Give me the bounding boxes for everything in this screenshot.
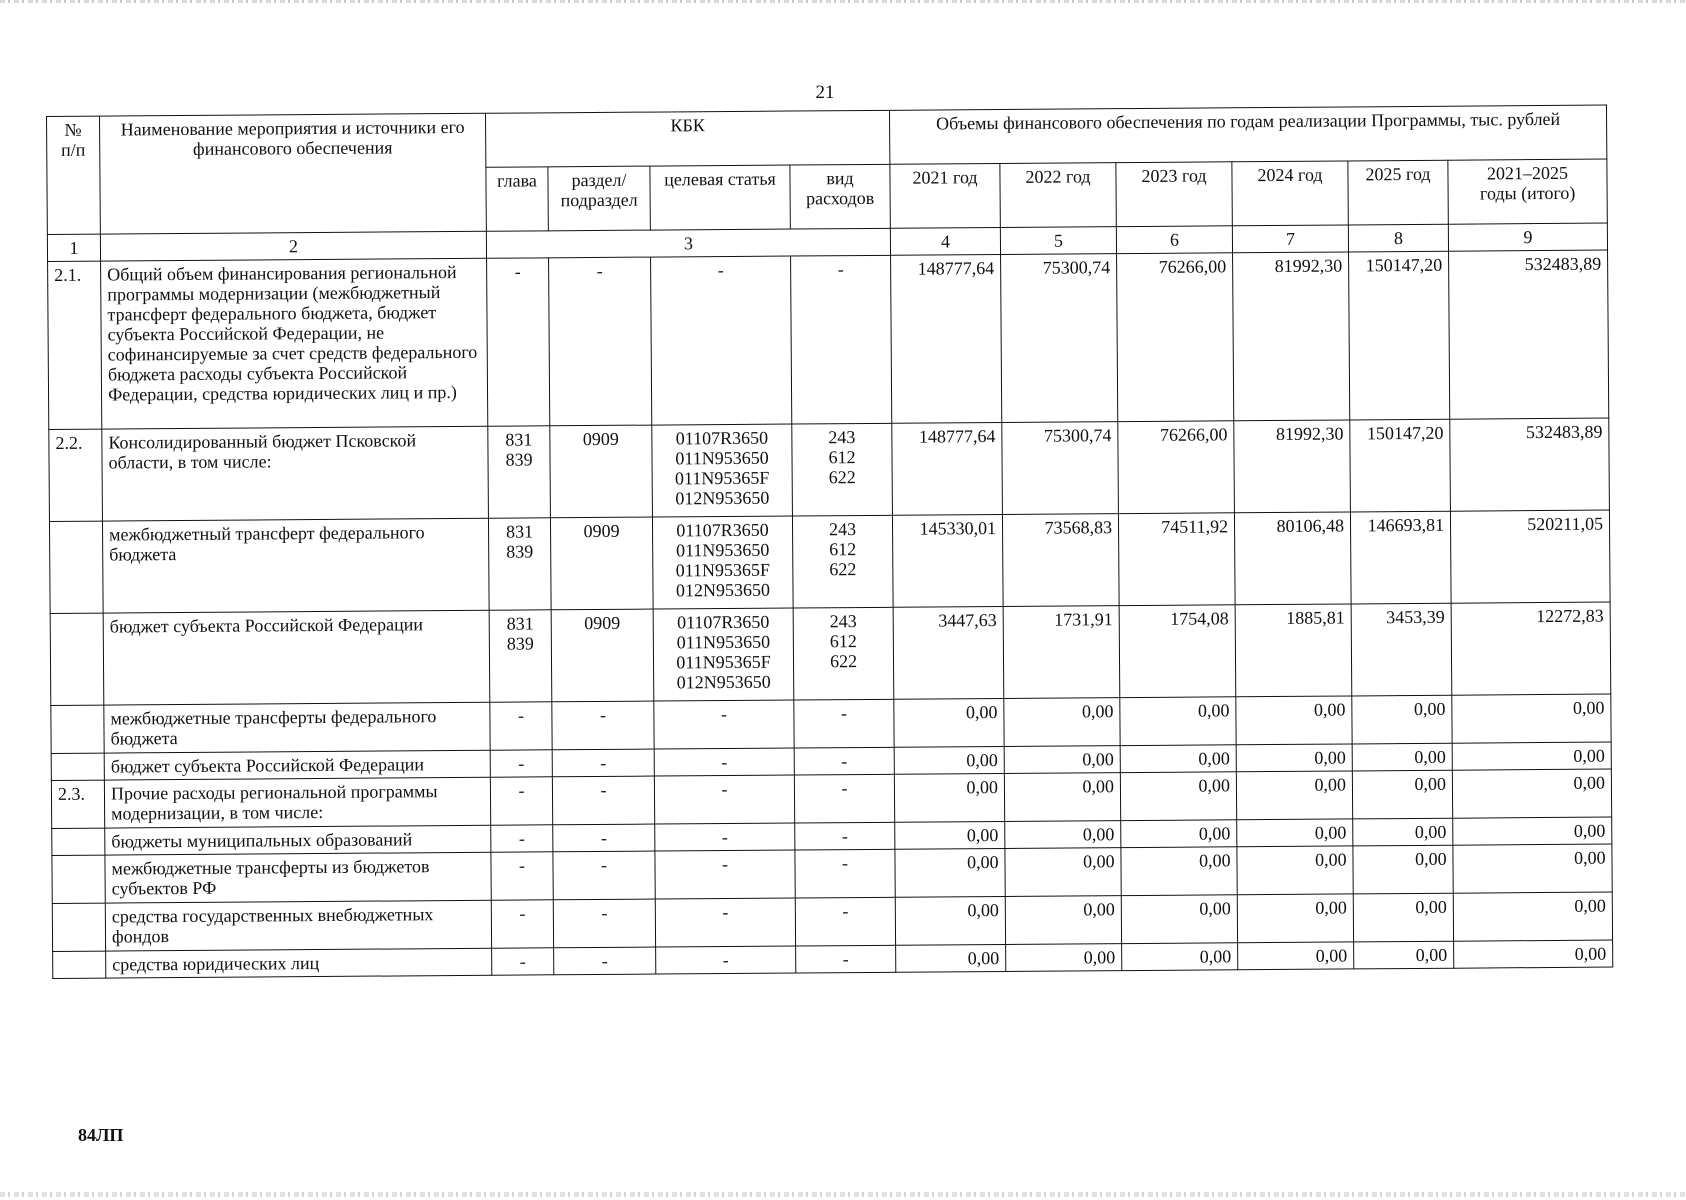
row-value-2021: 0,00: [895, 896, 1005, 945]
row-razdel: -: [552, 776, 654, 825]
row-value-2024: 0,00: [1238, 942, 1354, 970]
row-num: [51, 753, 104, 780]
row-value-2022: 0,00: [1005, 896, 1121, 945]
header-name: Наименование мероприятия и источники его финансового обеспечения: [100, 113, 487, 234]
row-value-2025: 0,00: [1353, 845, 1453, 894]
row-value-2022: 75300,74: [1001, 254, 1118, 423]
row-glava: -: [490, 702, 552, 750]
row-razdel: -: [552, 701, 654, 750]
row-razdel: 0909: [550, 517, 653, 610]
row-value-2022: 0,00: [1004, 698, 1120, 747]
table-row: [48, 250, 1609, 429]
row-value-2023: 0,00: [1120, 772, 1236, 821]
row-value-2024: 81992,30: [1233, 252, 1350, 421]
row-value-2023: 0,00: [1121, 820, 1237, 848]
row-value-2024: 0,00: [1236, 744, 1352, 772]
row-statya: -: [651, 256, 792, 425]
row-value-2024: 80106,48: [1234, 512, 1351, 605]
row-glava: -: [490, 777, 552, 825]
row-value-2021: 0,00: [896, 944, 1006, 972]
header-year-2022: 2022 год: [1000, 163, 1116, 228]
scan-edge-top: [0, 0, 1686, 3]
row-statya: -: [655, 850, 795, 899]
row-razdel: -: [553, 899, 655, 948]
row-name: бюджет субъекта Российской Федерации: [104, 750, 490, 780]
footer-code: 84ЛП: [78, 1125, 124, 1145]
row-value-2024: 0,00: [1237, 846, 1353, 895]
row-name: межбюджетные трансферты федерального бюджета: [104, 702, 490, 753]
row-value-2022: 73568,83: [1002, 514, 1119, 607]
row-name: средства юридических лиц: [106, 948, 492, 978]
header-year-2024: 2024 год: [1232, 161, 1348, 226]
row-value-2021: 145330,01: [892, 514, 1003, 607]
row-glava: -: [491, 852, 553, 900]
col-number: 4: [890, 228, 1000, 256]
row-vid: -: [795, 822, 895, 850]
row-statya: -: [655, 823, 795, 851]
header-kbk-vid: вид расходов: [790, 164, 891, 229]
row-value-2025: 0,00: [1353, 818, 1453, 846]
header-year-2025: 2025 год: [1348, 160, 1448, 225]
row-value-2023: 0,00: [1121, 895, 1237, 944]
header-kbk-razdel: раздел/ подраздел: [548, 166, 650, 231]
row-statya: -: [655, 898, 795, 947]
row-value-2023: 1754,08: [1119, 605, 1236, 698]
row-value-2021: 148777,64: [892, 423, 1003, 516]
header-year-total: 2021–2025 годы (итого): [1448, 159, 1607, 224]
row-statya: -: [654, 775, 794, 824]
row-value-total: 0,00: [1452, 694, 1611, 743]
row-value-2022: 75300,74: [1002, 422, 1119, 515]
row-value-2021: 0,00: [894, 773, 1004, 822]
row-razdel: 0909: [551, 609, 654, 702]
row-vid: -: [796, 945, 896, 973]
header-volumes: Объемы финансового обеспечения по годам реализации Программы, тыс. рублей: [890, 105, 1607, 164]
row-statya: -: [656, 946, 796, 974]
header-kbk: КБК: [485, 110, 889, 167]
row-value-2023: 76266,00: [1117, 253, 1234, 422]
row-num: [52, 903, 105, 951]
row-value-2025: 146693,81: [1350, 511, 1451, 604]
row-vid: 243 612 622: [792, 515, 893, 608]
col-number: 8: [1348, 224, 1448, 252]
row-num: [52, 855, 105, 903]
row-name: Консолидированный бюджет Псковской области, в том числе:: [102, 426, 489, 521]
row-vid: -: [791, 255, 892, 424]
row-value-2022: 0,00: [1005, 821, 1121, 849]
row-vid: -: [795, 897, 895, 946]
row-razdel: -: [554, 947, 656, 975]
row-value-2024: 0,00: [1237, 819, 1353, 847]
row-value-2023: 0,00: [1120, 745, 1236, 773]
row-razdel: -: [549, 257, 652, 426]
row-value-total: 0,00: [1453, 892, 1612, 941]
row-value-2023: 0,00: [1122, 943, 1238, 971]
row-value-total: 520211,05: [1450, 510, 1610, 603]
header-num: № п/п: [47, 116, 101, 234]
row-name: бюджеты муниципальных образований: [105, 825, 491, 855]
row-value-total: 0,00: [1453, 844, 1612, 893]
row-value-2025: 0,00: [1354, 941, 1454, 969]
table-row: [50, 602, 1611, 705]
row-num: 2.1.: [48, 261, 102, 429]
row-name: бюджет субъекта Российской Федерации: [103, 610, 490, 705]
row-value-2024: 0,00: [1236, 771, 1352, 820]
row-value-2025: 0,00: [1352, 695, 1452, 744]
col-number: 3: [486, 228, 890, 258]
row-value-2022: 0,00: [1004, 773, 1120, 822]
row-value-2022: 0,00: [1005, 848, 1121, 897]
row-value-2022: 0,00: [1004, 746, 1120, 774]
row-value-2023: 0,00: [1121, 847, 1237, 896]
row-value-2025: 3453,39: [1351, 603, 1452, 696]
row-value-2023: 0,00: [1120, 697, 1236, 746]
row-num: 2.2.: [49, 429, 103, 521]
row-statya: 01107R3650 011N953650 011N95365F 012N953650: [652, 516, 793, 609]
row-value-2024: 81992,30: [1234, 420, 1351, 513]
row-value-2022: 1731,91: [1003, 606, 1120, 699]
financing-table-wrapper: [46, 105, 1612, 979]
header-year-2021: 2021 год: [890, 164, 1000, 229]
col-number: 9: [1448, 223, 1607, 251]
row-value-total: 0,00: [1452, 769, 1611, 818]
row-glava: -: [487, 258, 550, 426]
row-value-2021: 148777,64: [891, 255, 1002, 424]
row-value-total: 0,00: [1454, 940, 1613, 968]
row-glava: 831 839: [488, 518, 551, 610]
row-name: средства государственных внебюджетных фондов: [105, 900, 491, 951]
row-vid: -: [794, 699, 894, 748]
row-value-2021: 0,00: [894, 746, 1004, 774]
col-number: 1: [47, 234, 100, 261]
col-number: 7: [1232, 225, 1348, 253]
col-number: 6: [1116, 226, 1232, 254]
row-statya: 01107R3650 011N953650 011N95365F 012N953650: [652, 424, 793, 517]
row-value-2021: 0,00: [895, 848, 1005, 897]
row-value-total: 532483,89: [1449, 250, 1609, 419]
row-glava: -: [490, 750, 552, 777]
row-value-2025: 150147,20: [1350, 419, 1451, 512]
row-name: межбюджетный трансферт федерального бюджета: [102, 518, 489, 613]
row-value-total: 0,00: [1453, 817, 1612, 845]
row-value-2025: 0,00: [1352, 743, 1452, 771]
row-vid: -: [794, 774, 894, 823]
row-glava: 831 839: [488, 426, 551, 518]
row-value-2021: 0,00: [894, 698, 1004, 747]
financing-table: [46, 105, 1613, 979]
row-razdel: 0909: [550, 425, 653, 518]
row-name: Общий объем финансирования региональной программы модернизации (межбюджетный трансферт федерального бюджета, бюджет субъекта Российской Федерации, не софинансируемые за счет средств федерального бюджета расходы субъекта Российской Федерации, средства юридических лиц и пр.): [101, 258, 488, 429]
row-num: [53, 951, 106, 978]
row-value-total: 12272,83: [1451, 602, 1611, 695]
table-row: [49, 418, 1610, 521]
row-value-total: 0,00: [1452, 742, 1611, 770]
row-num: [49, 521, 103, 613]
row-statya: 01107R3650 011N953650 011N95365F 012N953650: [653, 608, 794, 701]
header-kbk-statya: целевая статья: [650, 165, 790, 230]
page-number: 21: [815, 82, 835, 103]
scan-edge-bottom: [0, 1192, 1686, 1197]
row-vid: -: [795, 849, 895, 898]
row-name: Прочие расходы региональной программы модернизации, в том числе:: [104, 777, 490, 828]
row-value-2025: 0,00: [1352, 770, 1452, 819]
row-razdel: -: [553, 824, 655, 852]
row-vid: -: [794, 747, 894, 775]
row-value-2023: 74511,92: [1118, 513, 1235, 606]
row-glava: -: [492, 948, 554, 975]
row-value-2021: 3447,63: [893, 606, 1004, 699]
row-vid: 243 612 622: [792, 423, 893, 516]
row-value-2024: 1885,81: [1235, 604, 1352, 697]
table-row: [49, 510, 1610, 613]
row-name: межбюджетные трансферты из бюджетов субъектов РФ: [105, 852, 491, 903]
row-glava: -: [491, 900, 553, 948]
col-number: 5: [1000, 227, 1116, 255]
row-num: [51, 705, 104, 753]
row-statya: -: [654, 700, 794, 749]
row-value-2024: 0,00: [1236, 696, 1352, 745]
header-year-2023: 2023 год: [1116, 162, 1232, 227]
row-glava: -: [491, 825, 553, 852]
row-value-2023: 76266,00: [1118, 421, 1235, 514]
row-value-2025: 150147,20: [1349, 251, 1450, 420]
row-value-2022: 0,00: [1006, 944, 1122, 972]
row-vid: 243 612 622: [793, 607, 894, 700]
row-value-2025: 0,00: [1353, 893, 1453, 942]
row-value-2021: 0,00: [895, 821, 1005, 849]
row-razdel: -: [552, 749, 654, 777]
col-number: 2: [100, 231, 486, 261]
row-razdel: -: [553, 851, 655, 900]
row-glava: 831 839: [489, 610, 552, 702]
row-value-total: 532483,89: [1450, 418, 1610, 511]
row-num: [50, 613, 104, 705]
row-value-2024: 0,00: [1237, 894, 1353, 943]
row-num: [52, 828, 105, 855]
row-num: 2.3.: [51, 780, 104, 828]
row-statya: -: [654, 748, 794, 776]
header-kbk-glava: глава: [486, 167, 548, 231]
